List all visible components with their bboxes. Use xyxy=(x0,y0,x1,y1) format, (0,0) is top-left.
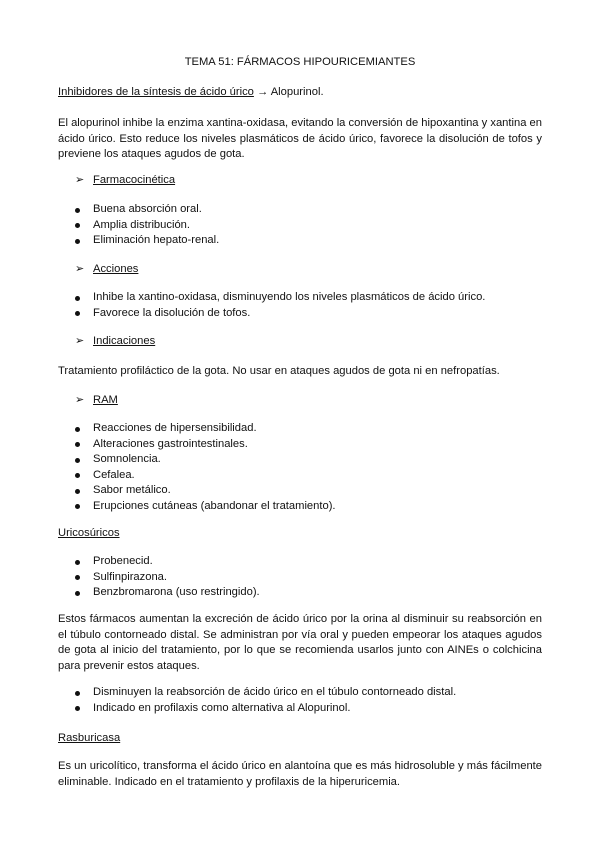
list-item xyxy=(58,554,260,570)
bullet-dot-icon xyxy=(75,560,80,565)
bullet-dot-icon xyxy=(75,504,80,509)
list-item xyxy=(58,585,260,601)
indicaciones-label: Indicaciones xyxy=(93,335,156,347)
list-item xyxy=(58,499,336,515)
farmacocinetica-list xyxy=(58,202,219,249)
list-item-text: Favorece la disolución de tofos. xyxy=(93,306,251,319)
arrow-bullet-icon: ➢ xyxy=(75,263,85,275)
indicaciones-text: Tratamiento profiláctico de la gota. No usar en ataques agudos de gota ni en nefropatías. xyxy=(58,365,500,377)
bullet-dot-icon xyxy=(75,442,80,447)
rasburicasa-text: Es un uricolítico, transforma el ácido úrico en alantoína que es más hidrosoluble y más fácilmente eliminable. Indicado en el tratamiento y profilaxis de la hiperuricemia. xyxy=(58,760,542,788)
list-item xyxy=(58,233,219,249)
bullet-dot-icon xyxy=(75,239,80,244)
bullet-dot-icon xyxy=(75,575,80,580)
list-item xyxy=(58,306,485,322)
bullet-dot-icon xyxy=(75,208,80,213)
acciones-label: Acciones xyxy=(93,263,139,275)
list-item-text: Eliminación hepato-renal. xyxy=(93,234,220,246)
list-item-text: Inhibe la xantino-oxidasa, disminuyendo los niveles plasmáticos de ácido úrico. xyxy=(93,291,486,303)
bullet-dot-icon xyxy=(75,691,80,696)
list-item xyxy=(58,290,485,306)
bullet-dot-icon xyxy=(75,489,80,494)
bullet-dot-icon xyxy=(75,311,80,316)
indicaciones-heading xyxy=(75,334,155,350)
list-item xyxy=(58,202,219,218)
farmacocinetica-label: Farmacocinética xyxy=(93,174,176,186)
acciones-list xyxy=(58,290,485,321)
bullet-dot-icon xyxy=(75,458,80,463)
list-item xyxy=(58,421,336,437)
list-item xyxy=(58,483,336,499)
page-title: TEMA 51: FÁRMACOS HIPOURICEMIANTES xyxy=(184,56,416,68)
bullet-dot-icon xyxy=(75,427,80,432)
list-item xyxy=(58,685,456,701)
bullet-dot-icon xyxy=(75,223,80,228)
list-item xyxy=(58,468,336,484)
bullet-dot-icon xyxy=(75,473,80,478)
list-item-text: Reacciones de hipersensibilidad. xyxy=(93,422,257,434)
inhibitors-intro: El alopurinol inhibe la enzima xantina-oxidasa, evitando la conversión de hipoxantina y xantina en ácido úrico. Esto reduce los niveles plasmáticos de ácido úrico, favorece la disolución de tofos y previene los ataques agudos de gota. xyxy=(58,117,542,160)
list-item xyxy=(58,218,219,234)
arrow-bullet-icon: ➢ xyxy=(75,174,85,186)
list-item xyxy=(58,437,336,453)
bullet-dot-icon xyxy=(75,706,80,711)
list-item-text: Erupciones cutáneas (abandonar el tratamiento). xyxy=(93,499,336,512)
ram-list xyxy=(58,421,336,514)
list-item-text: Somnolencia. xyxy=(93,453,161,465)
uricosuricos-list-2 xyxy=(58,685,456,716)
bullet-dot-icon xyxy=(75,296,80,301)
list-item-text: Buena absorción oral. xyxy=(93,203,202,215)
list-item xyxy=(58,452,336,468)
list-item-text: Amplia distribución. xyxy=(93,218,191,231)
bullet-dot-icon xyxy=(75,591,80,596)
inhibitors-heading: Inhibidores de la síntesis de ácido úrico xyxy=(58,86,254,98)
list-item-text: Indicado en profilaxis como alternativa al Alopurinol. xyxy=(93,701,351,714)
arrow-bullet-icon: ➢ xyxy=(75,335,85,347)
inhibitors-heading-line xyxy=(58,85,324,101)
list-item-text: Sulfinpirazona. xyxy=(93,570,168,583)
list-item-text: Alteraciones gastrointestinales. xyxy=(93,437,248,450)
uricosuricos-list xyxy=(58,554,260,601)
list-item-text: Cefalea. xyxy=(93,468,135,481)
farmacocinetica-heading xyxy=(75,173,175,189)
list-item-text: Disminuyen la reabsorción de ácido úrico en el túbulo contorneado distal. xyxy=(93,686,457,698)
list-item xyxy=(58,570,260,586)
ram-label: RAM xyxy=(93,394,118,406)
acciones-heading xyxy=(75,262,138,278)
uricosuricos-text: Estos fármacos aumentan la excreción de ácido úrico por la orina al disminuir su reabsorción en el túbulo contorneado distal. Se administran por vía oral y pueden empeorar los ataques agudos de gota al inicio del tratamiento, por lo que se recomienda usarlos junto con AINEs o colchicina para prevenir estos ataques. xyxy=(58,613,542,672)
arrow-bullet-icon: ➢ xyxy=(75,394,85,406)
inhibitors-heading-suffix: → Alopurinol. xyxy=(253,86,324,98)
list-item xyxy=(58,701,456,717)
list-item-text: Sabor metálico. xyxy=(93,484,171,496)
rasburicasa-heading: Rasburicasa xyxy=(58,732,121,744)
ram-heading xyxy=(75,393,118,409)
list-item-text: Probenecid. xyxy=(93,555,153,567)
list-item-text: Benzbromarona (uso restringido). xyxy=(93,586,260,598)
uricosuricos-heading: Uricosúricos xyxy=(58,527,120,539)
